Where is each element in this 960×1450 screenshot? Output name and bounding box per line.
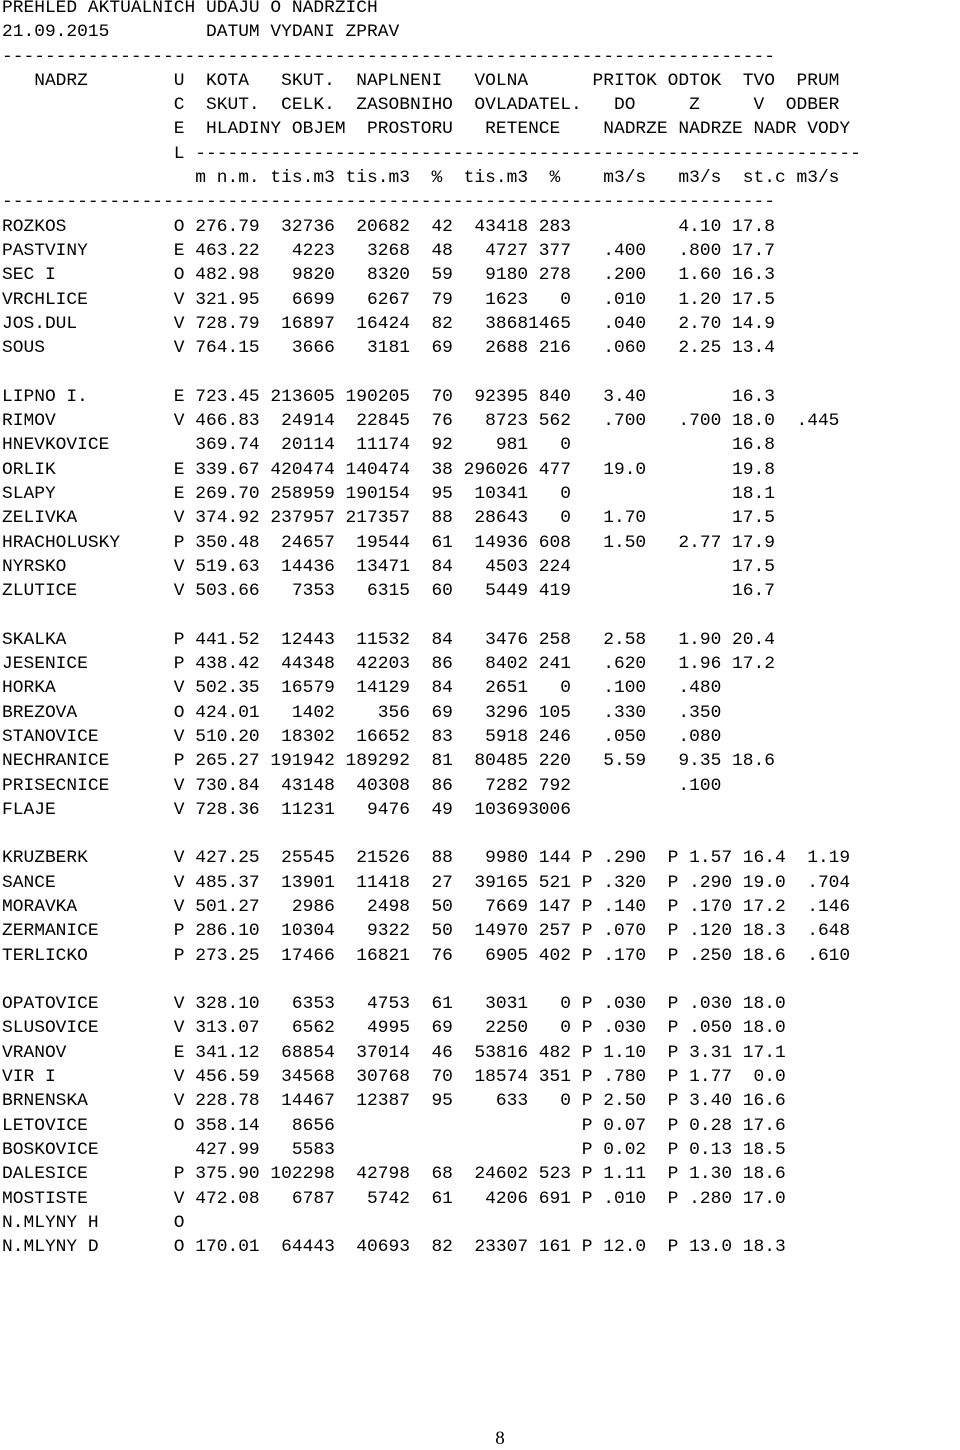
reservoir-row: ORLIK E 339.67 420474 140474 38 296026 477 19.0 19.8	[2, 459, 776, 480]
reservoir-row: N.MLYNY H O	[2, 1212, 185, 1233]
reservoir-row: SLUSOVICE V 313.07 6562 4995 69 2250 0 P .030 P .050 18.0	[2, 1018, 786, 1039]
reservoir-row: BRNENSKA V 228.78 14467 12387 95 633 0 P 2.50 P 3.40 16.6	[2, 1091, 786, 1112]
reservoir-row: NYRSKO V 519.63 14436 13471 84 4503 224 17.5	[2, 556, 776, 577]
reservoir-group	[2, 385, 861, 604]
reservoir-row: SOUS V 764.15 3666 3181 69 2688 216 .060 2.25 13.4	[2, 338, 776, 359]
table-header	[2, 69, 861, 190]
group-spacer	[2, 968, 861, 992]
reservoir-row: FLAJE V 728.36 11231 9476 49 103693006	[2, 799, 572, 820]
reservoir-row: VIR I V 456.59 34568 30768 70 18574 351 P .780 P 1.77 0.0	[2, 1067, 786, 1088]
separator-rule: ------------------------------------------------------------------------	[2, 192, 776, 213]
reservoir-row: DALESICE P 375.90 102298 42798 68 24602 523 P 1.11 P 1.30 18.6	[2, 1164, 786, 1185]
reservoir-row: ZELIVKA V 374.92 237957 217357 88 28643 0 1.70 17.5	[2, 508, 776, 529]
reservoir-row: HRACHOLUSKY P 350.48 24657 19544 61 14936 608 1.50 2.77 17.9	[2, 532, 776, 553]
header-row: NADRZ U KOTA SKUT. NAPLNENI VOLNA PRITOK ODTOK TVO PRUM	[2, 70, 840, 91]
reservoir-row: VRCHLICE V 321.95 6699 6267 79 1623 0 .010 1.20 17.5	[2, 289, 776, 310]
reservoir-row: SKALKA P 441.52 12443 11532 84 3476 258 2.58 1.90 20.4	[2, 629, 776, 650]
group-spacer	[2, 360, 861, 384]
page-number: 8	[495, 1428, 505, 1449]
reservoir-row: ZERMANICE P 286.10 10304 9322 50 14970 257 P .070 P .120 18.3 .648	[2, 921, 851, 942]
report-document	[2, 0, 861, 1259]
separator-rule: ------------------------------------------------------------------------	[2, 46, 776, 67]
reservoir-row: N.MLYNY D O 170.01 64443 40693 82 23307 161 P 12.0 P 13.0 18.3	[2, 1237, 786, 1258]
reservoir-row: SEC I O 482.98 9820 8320 59 9180 278 .200 1.60 16.3	[2, 265, 776, 286]
reservoir-row: TERLICKO P 273.25 17466 16821 76 6905 402 P .170 P .250 18.6 .610	[2, 945, 851, 966]
reservoir-row: LIPNO I. E 723.45 213605 190205 70 92395 840 3.40 16.3	[2, 386, 776, 407]
reservoir-group	[2, 628, 861, 822]
group-spacer	[2, 603, 861, 627]
reservoir-group	[2, 215, 861, 361]
header-row: E HLADINY OBJEM PROSTORU RETENCE NADRZE NADRZE NADR VODY	[2, 119, 851, 140]
reservoir-row: ZLUTICE V 503.66 7353 6315 60 5449 419 16.7	[2, 581, 776, 602]
reservoir-group	[2, 846, 861, 967]
reservoir-row: HNEVKOVICE 369.74 20114 11174 92 981 0 16.8	[2, 435, 776, 456]
reservoir-row: MOSTISTE V 472.08 6787 5742 61 4206 691 P .010 P .280 17.0	[2, 1188, 786, 1209]
report-title: PREHLED AKTUALNICH UDAJU O NADRZICH	[2, 0, 378, 18]
reservoir-table-body	[2, 215, 861, 1260]
reservoir-row: SANCE V 485.37 13901 11418 27 39165 521 P .320 P .290 19.0 .704	[2, 872, 851, 893]
header-row: C SKUT. CELK. ZASOBNIHO OVLADATEL. DO Z V ODBER	[2, 95, 840, 116]
reservoir-row: NECHRANICE P 265.27 191942 189292 81 80485 220 5.59 9.35 18.6	[2, 751, 776, 772]
reservoir-row: BOSKOVICE 427.99 5583 P 0.02 P 0.13 18.5	[2, 1139, 786, 1160]
header-units-row: m n.m. tis.m3 tis.m3 % tis.m3 % m3/s m3/s st.c m3/s	[2, 168, 840, 189]
reservoir-row: JESENICE P 438.42 44348 42203 86 8402 241 .620 1.96 17.2	[2, 654, 776, 675]
reservoir-row: KRUZBERK V 427.25 25545 21526 88 9980 144 P .290 P 1.57 16.4 1.19	[2, 848, 851, 869]
reservoir-row: JOS.DUL V 728.79 16897 16424 82 38681465 .040 2.70 14.9	[2, 313, 776, 334]
group-spacer	[2, 822, 861, 846]
reservoir-group	[2, 992, 861, 1259]
reservoir-row: OPATOVICE V 328.10 6353 4753 61 3031 0 P .030 P .030 18.0	[2, 994, 786, 1015]
reservoir-row: STANOVICE V 510.20 18302 16652 83 5918 246 .050 .080	[2, 726, 722, 747]
reservoir-row: PASTVINY E 463.22 4223 3268 48 4727 377 .400 .800 17.7	[2, 240, 776, 261]
reservoir-row: HORKA V 502.35 16579 14129 84 2651 0 .100 .480	[2, 678, 722, 699]
reservoir-row: RIMOV V 466.83 24914 22845 76 8723 562 .700 .700 18.0 .445	[2, 411, 840, 432]
reservoir-row: BREZOVA O 424.01 1402 356 69 3296 105 .330 .350	[2, 702, 722, 723]
reservoir-row: VRANOV E 341.12 68854 37014 46 53816 482 P 1.10 P 3.31 17.1	[2, 1042, 786, 1063]
reservoir-row: PRISECNICE V 730.84 43148 40308 86 7282 792 .100	[2, 775, 722, 796]
reservoir-row: MORAVKA V 501.27 2986 2498 50 7669 147 P .140 P .170 17.2 .146	[2, 896, 851, 917]
header-row: L --------------------------------------------------------------	[2, 143, 861, 164]
reservoir-row: ROZKOS O 276.79 32736 20682 42 43418 283 4.10 17.8	[2, 216, 776, 237]
reservoir-row: LETOVICE O 358.14 8656 P 0.07 P 0.28 17.6	[2, 1115, 786, 1136]
report-date-line: 21.09.2015 DATUM VYDANI ZPRAV	[2, 22, 400, 43]
reservoir-row: SLAPY E 269.70 258959 190154 95 10341 0 18.1	[2, 483, 776, 504]
